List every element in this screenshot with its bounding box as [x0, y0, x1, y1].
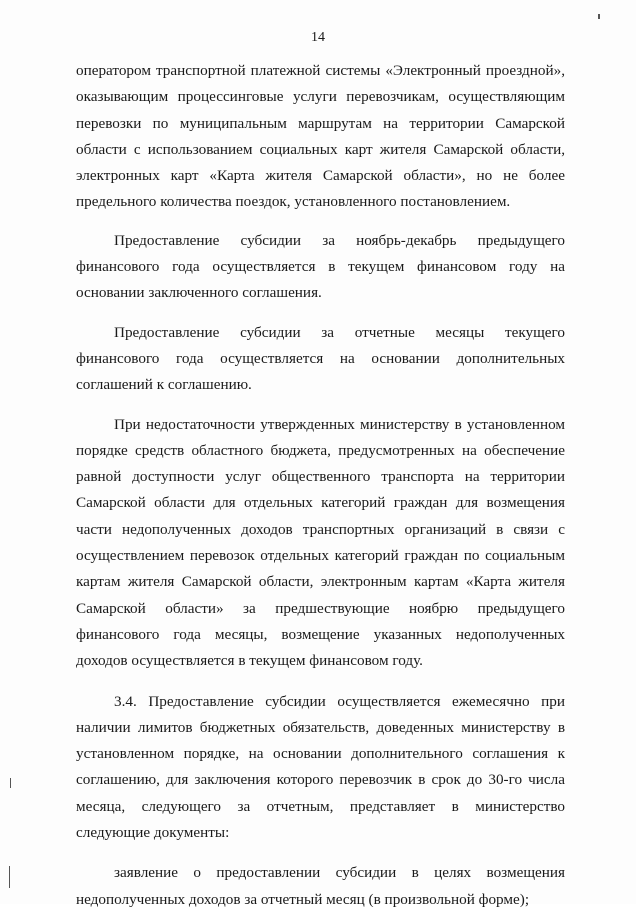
document-body [76, 58, 565, 913]
page-number: 14 [311, 30, 325, 45]
paragraph-application-item: заявление о предоставлении субсидии в целях возмещения недополученных доходов за отчетный месяц (в произвольной форме); [76, 864, 565, 908]
paragraph-subsidy-nov-dec: Предоставление субсидии за ноябрь-декабрь предыдущего финансового года осуществляется в текущем финансовом году на основании заключенного соглашения. [76, 231, 565, 302]
scan-speck [9, 866, 10, 888]
scan-speck [10, 778, 11, 788]
paragraph-insufficient-funds: При недостаточности утвержденных министерству в установленном порядке средств областного бюджета, предусмотренных на обеспечение равной доступности услуг общественного транспорта на территории Самарской области для отдельных категорий граждан для возмещения части недополученных доходов транспортных организаций в связи с осуществлением перевозок отдельных категорий граждан по социальным картам жителя Самарской области, электронным картам «Карта жителя Самарской области» за предшествующие ноябрю предыдущего финансового года месяцы, возмещение указанных недополученных доходов осуществляется в текущем финансовом году. [76, 415, 565, 670]
paragraph-subsidy-reporting-months: Предоставление субсидии за отчетные месяцы текущего финансового года осуществляется на основании дополнительных соглашений к соглашению. [76, 323, 565, 394]
paragraph-continuation: оператором транспортной платежной системы «Электронный проездной», оказывающим процессинговые услуги перевозчикам, осуществляющим перевозки по муниципальным маршрутам на территории Самарской области с использованием социальных карт жителя Самарской области, электронных карт «Карта жителя Самарской области», но не более предельного количества поездок, установленного постановлением. [76, 62, 565, 211]
scan-speck [598, 14, 600, 19]
paragraph-section-3-4: 3.4. Предоставление субсидии осуществляется ежемесячно при наличии лимитов бюджетных обязательств, доведенных министерству в установленном порядке, на основании дополнительного соглашения к соглашению, для заключения которого перевозчик в срок до 30-го числа месяца, следующего за отчетным, представляет в министерство следующие документы: [76, 692, 565, 842]
